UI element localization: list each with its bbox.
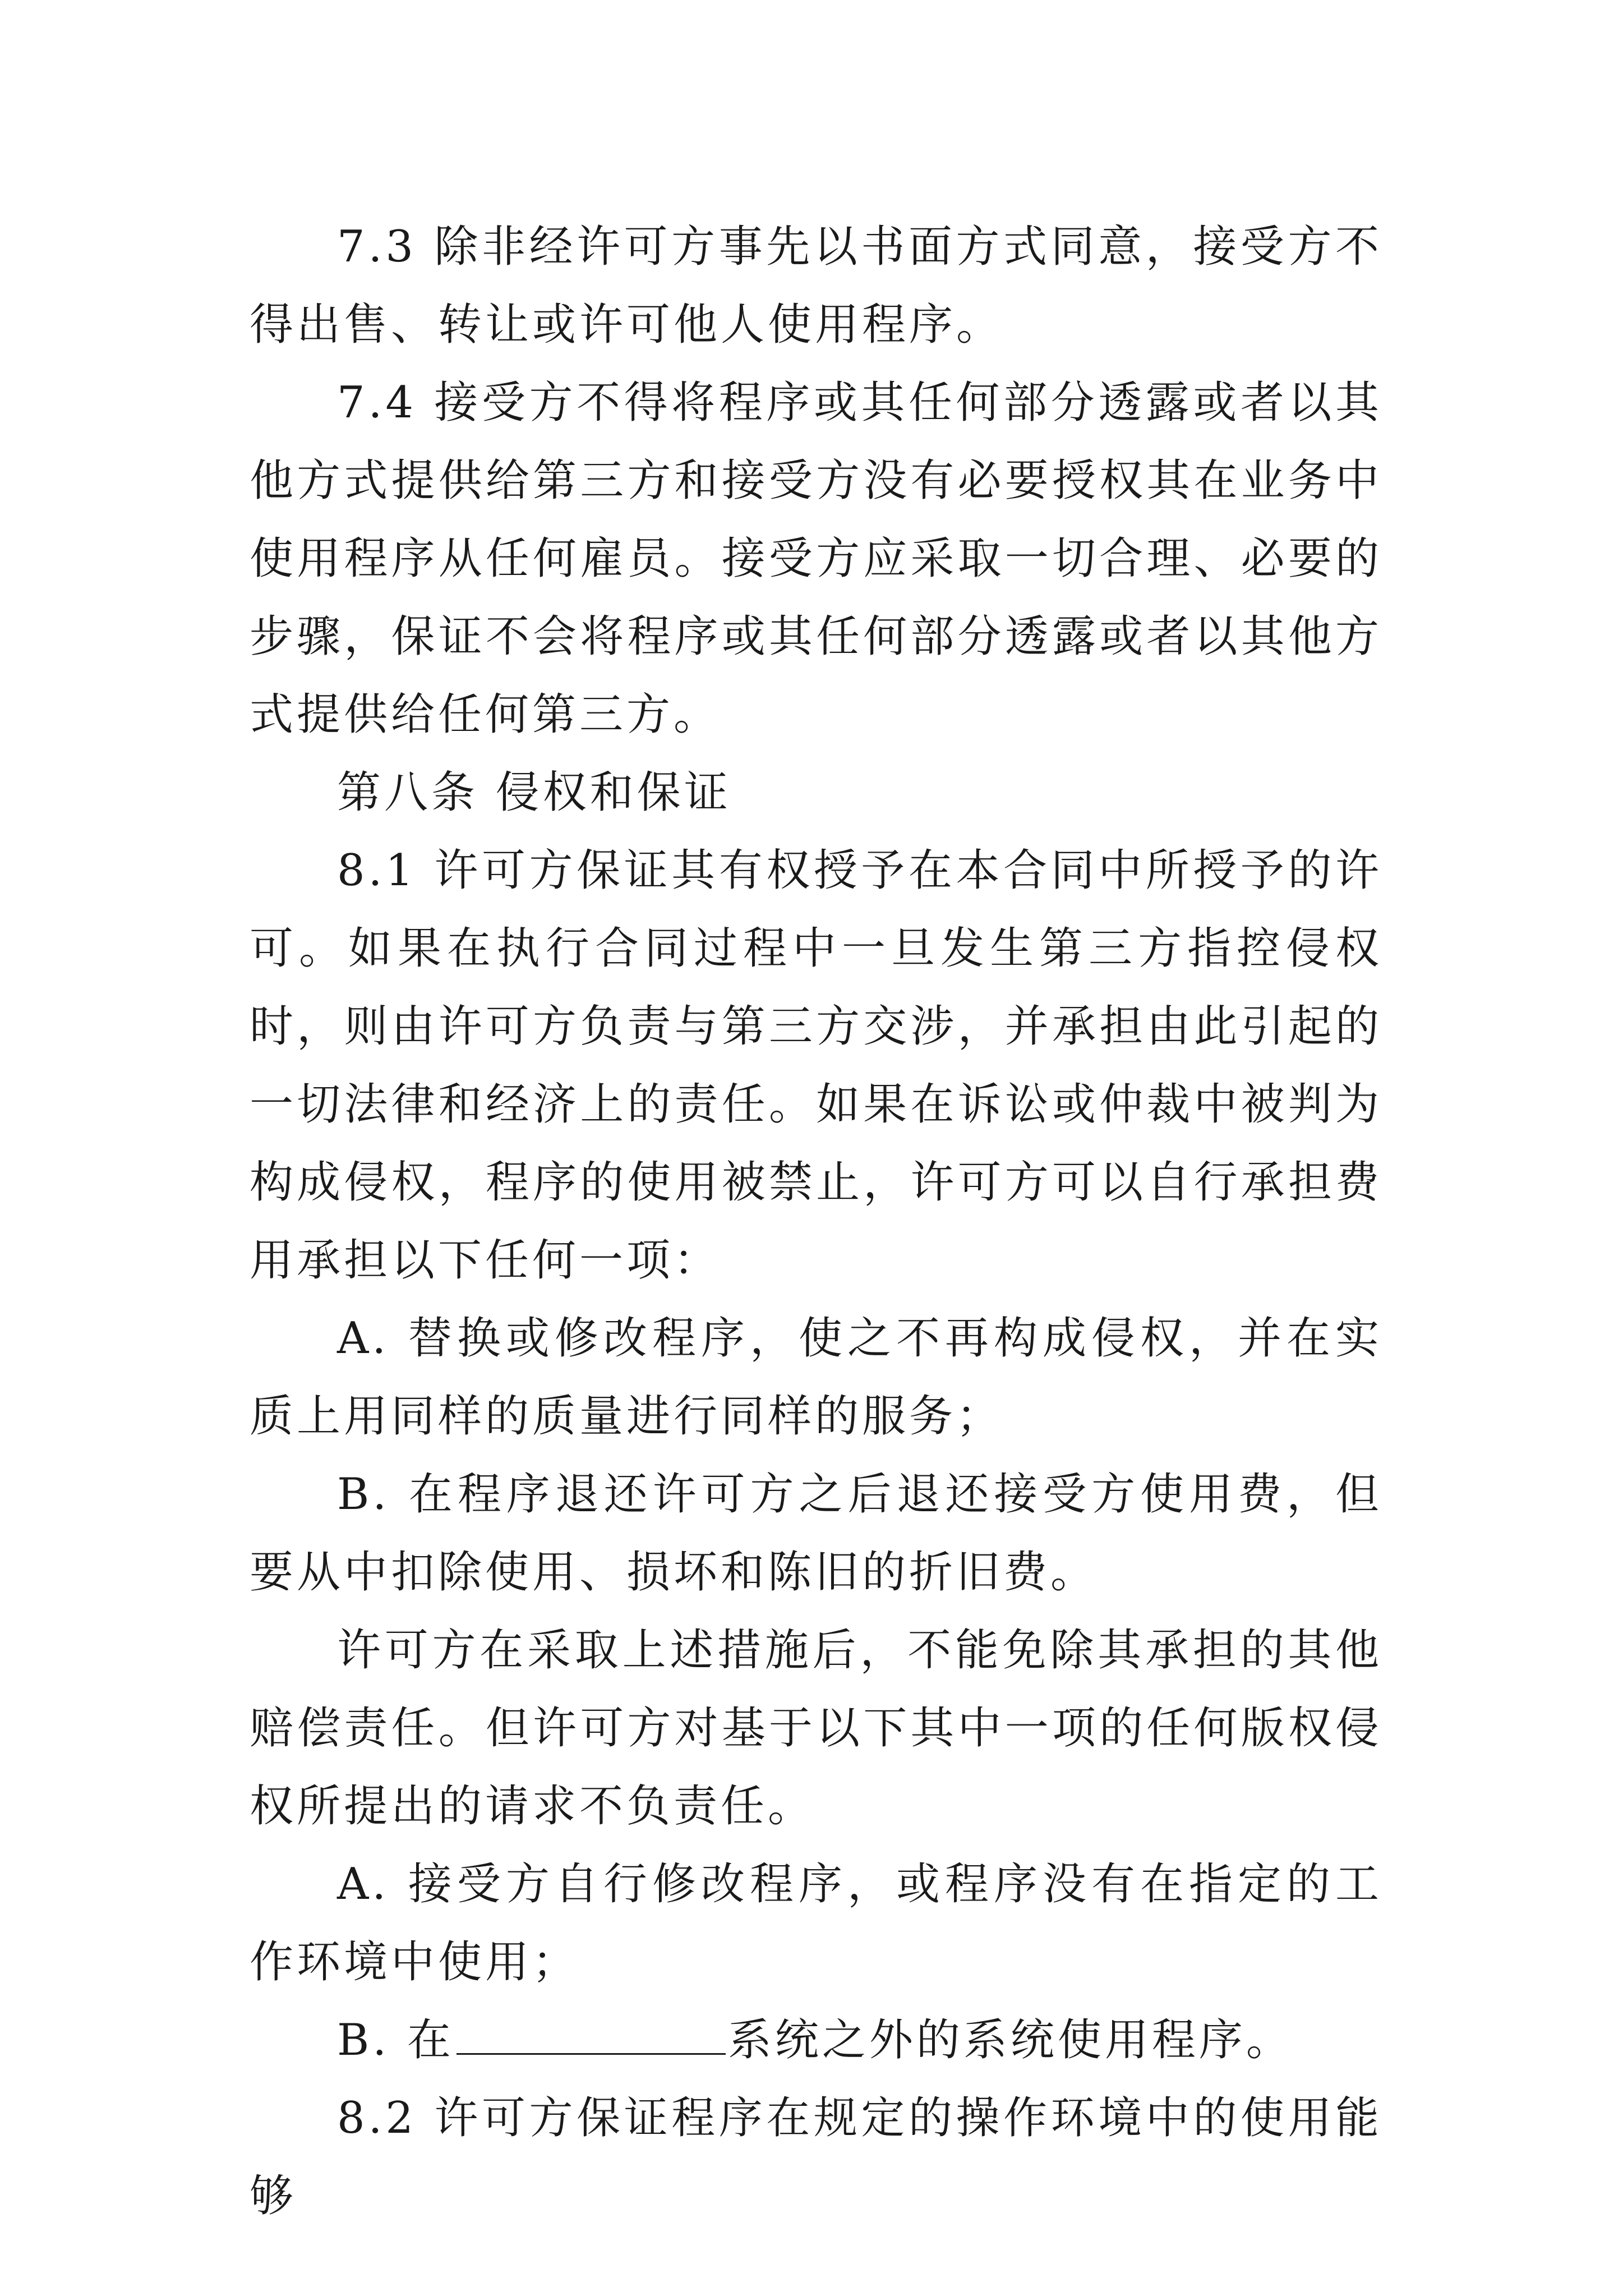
clause-8-1: 8.1 许可方保证其有权授予在本合同中所授予的许可。如果在执行合同过程中一旦发生第三方指控侵权时，则由许可方负责与第三方交涉，并承担由此引起的一切法律和经济上的责任。如果在诉讼或仲裁中被判为构成侵权，程序的使用被禁止，许可方可以自行承担费用承担以下任何一项：: [250, 845, 1382, 1286]
clause-7-3: 7.3 除非经许可方事先以书面方式同意，接受方不得出售、转让或许可他人使用程序。: [250, 222, 1382, 350]
clause-8-1-exclusion-b: [250, 2001, 1382, 2079]
clause-8-1-exclusion-a: A. 接受方自行修改程序，或程序没有在指定的工作环境中使用；: [250, 1859, 1382, 1987]
clause-8-1-option-a: A. 替换或修改程序，使之不再构成侵权，并在实质上用同样的质量进行同样的服务；: [250, 1313, 1382, 1442]
document-body: [250, 208, 1382, 2235]
blank-clause-prefix: B. 在: [337, 2015, 454, 2065]
clause-8-1-note: 许可方在采取上述措施后，不能免除其承担的其他赔偿责任。但许可方对基于以下其中一项的任何版权侵权所提出的请求不负责任。: [250, 1625, 1382, 1832]
clause-8-2: 8.2 许可方保证程序在规定的操作环境中的使用能够: [250, 2093, 1382, 2221]
blank-clause-suffix: 系统之外的系统使用程序。: [727, 2015, 1293, 2065]
clause-7-4: 7.4 接受方不得将程序或其任何部分透露或者以其他方式提供给第三方和接受方没有必要授权其在业务中使用程序从任何雇员。接受方应采取一切合理、必要的步骤，保证不会将程序或其任何部分透露或者以其他方式提供给任何第三方。: [250, 378, 1382, 740]
clause-8-1-option-b: B. 在程序退还许可方之后退还接受方使用费，但要从中扣除使用、损坏和陈旧的折旧费。: [250, 1469, 1382, 1598]
fill-in-blank-line: [457, 2019, 726, 2055]
article-8-heading: 第八条 侵权和保证: [337, 767, 731, 818]
